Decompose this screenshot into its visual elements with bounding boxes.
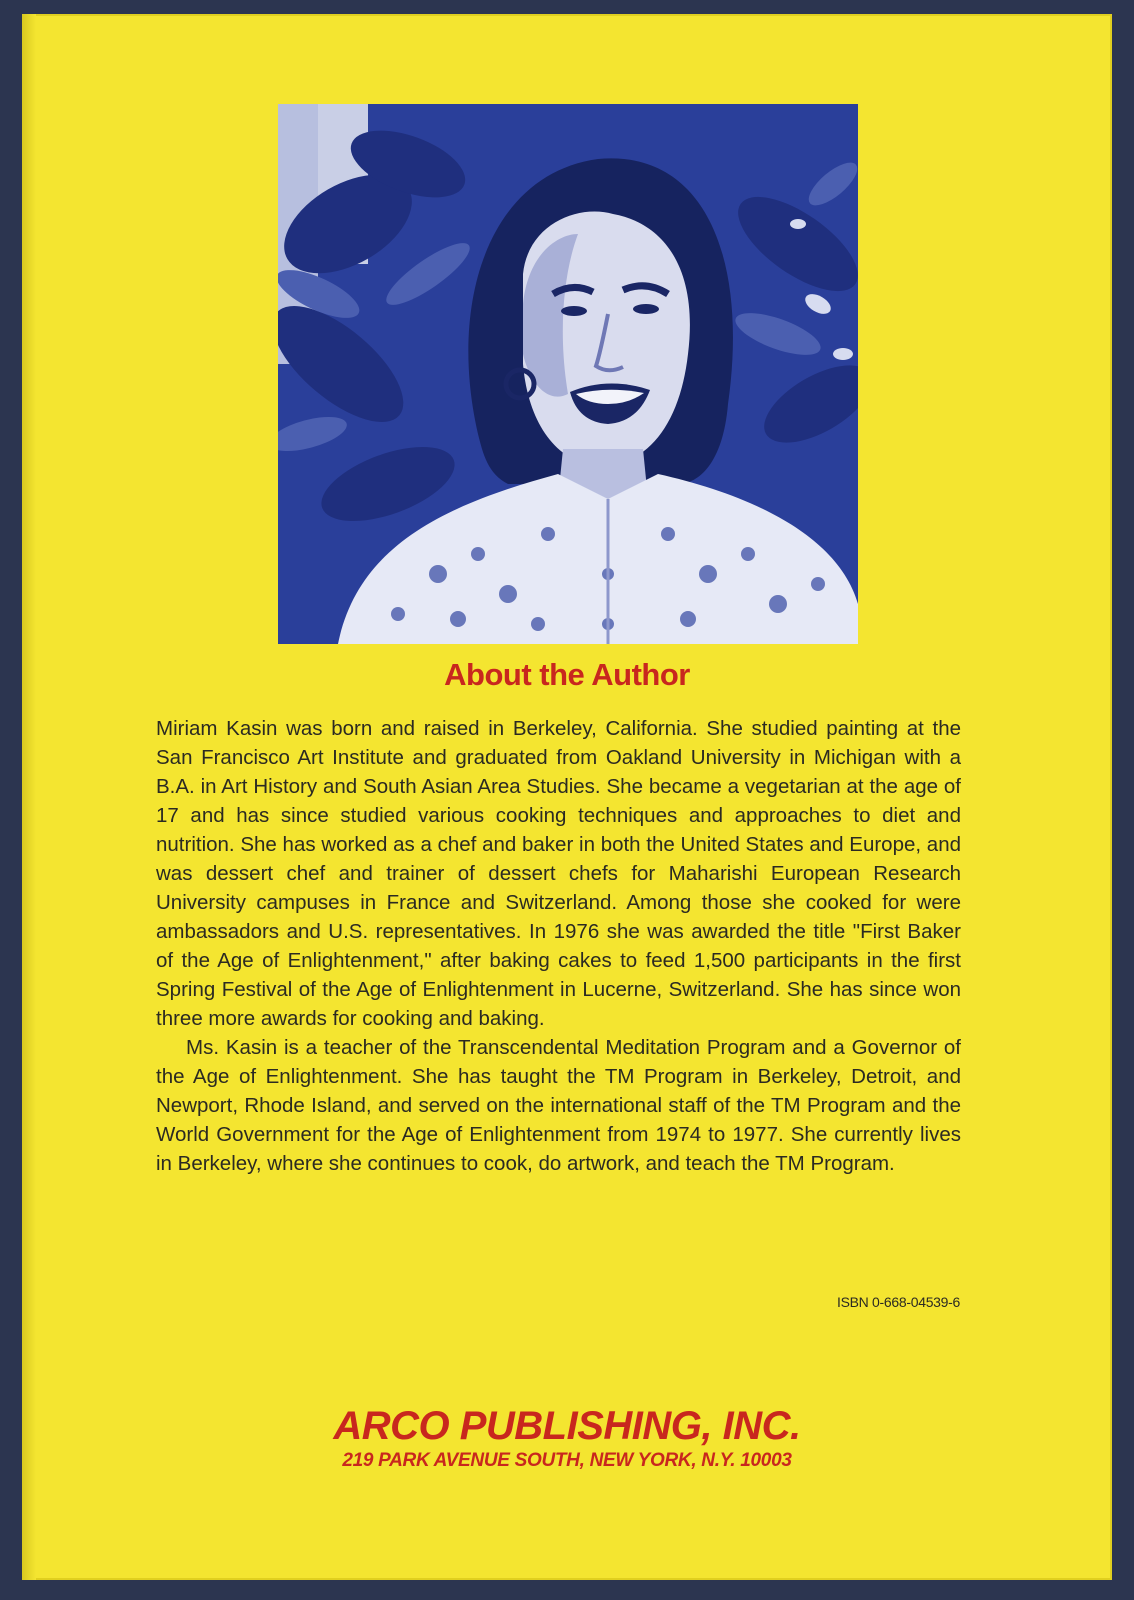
author-portrait-image	[278, 104, 858, 644]
about-author-heading: About the Author	[444, 657, 690, 692]
publisher-imprint	[22, 1404, 1112, 1474]
bio-paragraph: Ms. Kasin is a teacher of the Transcendental Meditation Program and a Governor of the Age of Enlightenment. She has taught the TM Program in Berkeley, Detroit, and Newport, Rhode Island, and served on the international staff of the TM Program and the World Government for the Age of Enlightenment from 1974 to 1977. She currently lives in Berkeley, where she continues to cook, do artwork, and teach the TM Program.	[156, 1036, 961, 1175]
bio-paragraph: Miriam Kasin was born and raised in Berkeley, California. She studied painting at the San Francisco Art Institute and graduated from Oakland University in Michigan with a B.A. in Art History and South Asian Area Studies. She became a vegetarian at the age of 17 and has since studied various cooking techniques and approaches to diet and nutrition. She has worked as a chef and baker in both the United States and Europe, and was dessert chef and trainer of dessert chefs for Maharishi European Research University campuses in France and Switzerland. Among those she cooked for were ambassadors and U.S. representatives. In 1976 she was awarded the title "First Baker of the Age of Enlightenment," after baking cakes to feed 1,500 participants in the first Spring Festival of the Age of Enlightenment in Lucerne, Switzerland. She has since won three more awards for cooking and baking.	[156, 717, 961, 1030]
publisher-name: ARCO PUBLISHING, INC.	[333, 1404, 801, 1448]
publisher-address: 219 PARK AVENUE SOUTH, NEW YORK, N.Y. 10003	[342, 1450, 792, 1471]
book-back-cover	[22, 14, 1112, 1580]
author-photo	[278, 104, 858, 644]
author-biography	[156, 714, 961, 1178]
isbn-number: ISBN 0-668-04539-6	[836, 1294, 960, 1310]
